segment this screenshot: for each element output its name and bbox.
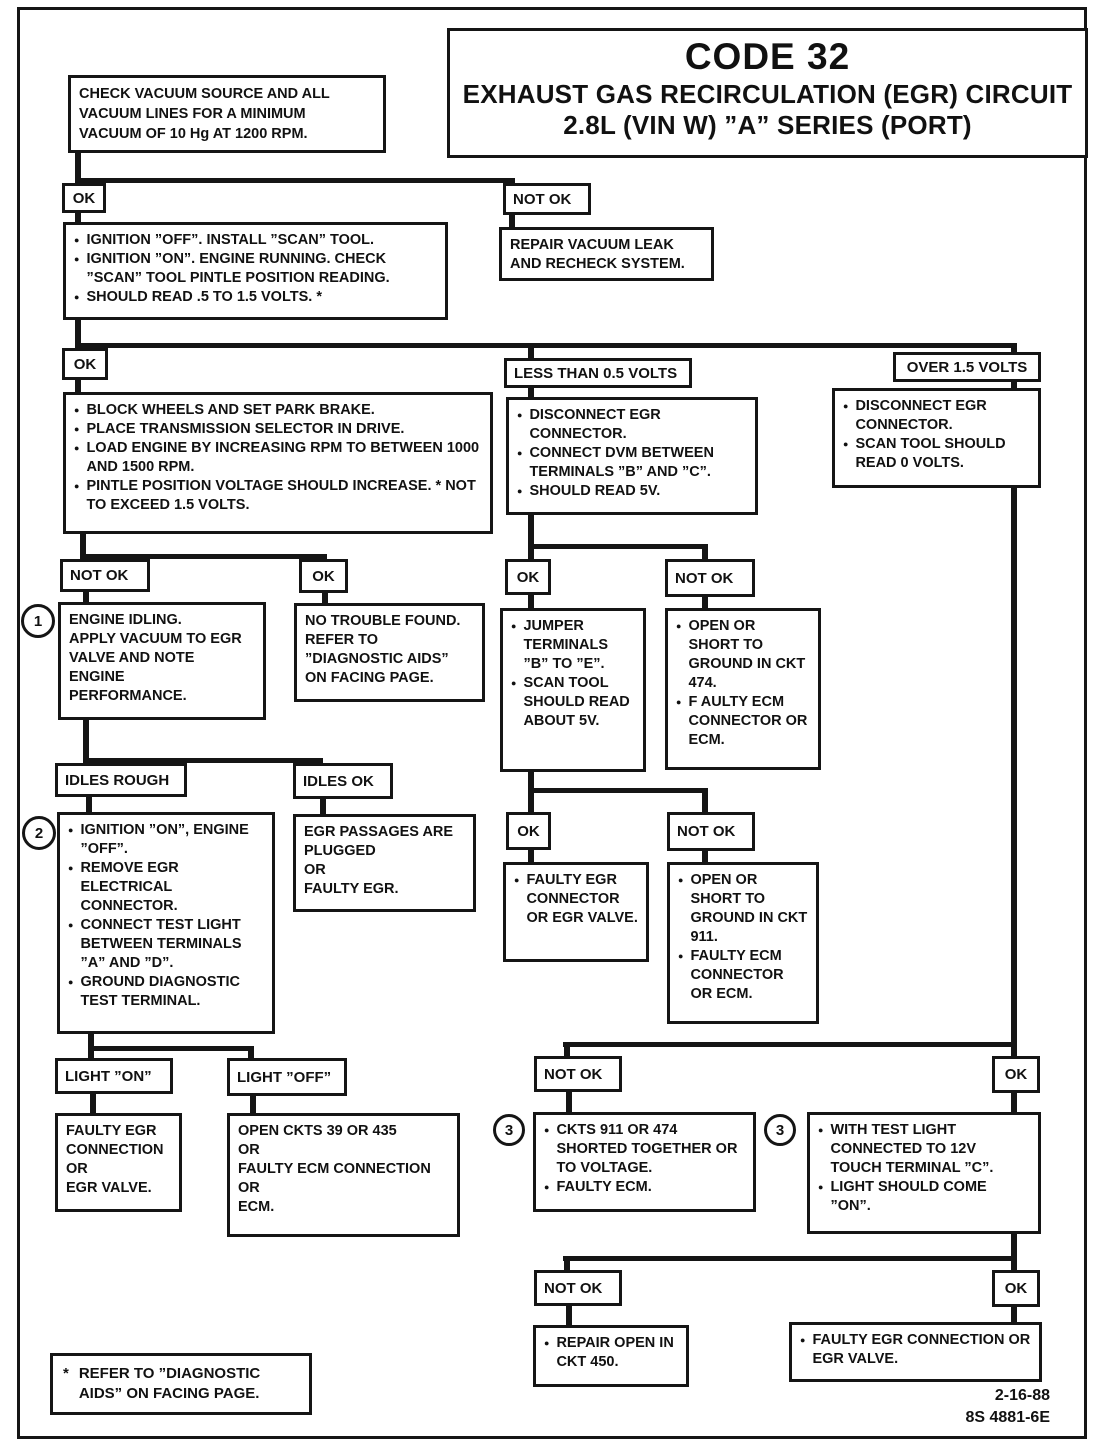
text-line: EGR PASSAGES ARE xyxy=(304,824,454,840)
connector-line xyxy=(320,799,326,814)
label-not-ok-3: NOT OK xyxy=(665,559,755,597)
bullet-text: FAULTY EGR CONNECTOR OR EGR VALVE. xyxy=(526,872,638,926)
connector-line xyxy=(75,343,1017,348)
text-line: VACUUM OF 10 Hg AT 1200 RPM. xyxy=(79,126,308,142)
connector-line xyxy=(528,788,708,793)
bullet-text: IGNITION ”ON”. ENGINE RUNNING. CHECK ”SCAN” TOOL PINTLE POSITION READING. xyxy=(86,251,390,286)
connector-line xyxy=(1011,1093,1017,1112)
text-line: ENGINE IDLING. xyxy=(69,612,182,628)
bullet-text: IGNITION ”ON”, ENGINE ”OFF”. xyxy=(80,822,249,857)
bullet-text: DISCONNECT EGR CONNECTOR. xyxy=(529,407,661,442)
bullet-icon: ● xyxy=(517,486,523,496)
node-scan-install xyxy=(63,222,448,320)
connector-line xyxy=(528,793,534,812)
connector-line xyxy=(90,1094,96,1113)
callout-3a: 3 xyxy=(493,1114,525,1146)
connector-line xyxy=(528,348,534,358)
label-light-off: LIGHT ”OFF” xyxy=(227,1058,347,1096)
bullet-text: PLACE TRANSMISSION SELECTOR IN DRIVE. xyxy=(86,421,405,437)
connector-line xyxy=(702,793,708,812)
bullet-text: SCAN TOOL SHOULD READ 0 VOLTS. xyxy=(855,436,1006,471)
connector-line xyxy=(702,851,708,862)
label-idles-ok: IDLES OK xyxy=(293,763,393,799)
label-ok-7: OK xyxy=(992,1270,1040,1307)
connector-line xyxy=(88,1046,254,1051)
bullet-icon: ● xyxy=(514,875,520,885)
bullet-text: FAULTY EGR CONNECTION OR EGR VALVE. xyxy=(812,1332,1031,1367)
connector-line xyxy=(528,388,534,397)
bullet-text: GROUND DIAGNOSTIC TEST TERMINAL. xyxy=(80,974,240,1009)
text-line: NO TROUBLE FOUND. xyxy=(305,613,461,629)
text-line: PERFORMANCE. xyxy=(69,688,187,704)
page-title: CODE 32 xyxy=(684,36,851,77)
label-not-ok-1: NOT OK xyxy=(503,183,591,215)
text-line: ECM. xyxy=(238,1199,275,1215)
bullet-icon: ● xyxy=(818,1182,824,1192)
node-jumper-terminals xyxy=(500,608,646,772)
connector-line xyxy=(566,1306,572,1325)
label-not-ok-2: NOT OK xyxy=(60,559,150,592)
bullet-text: PINTLE POSITION VOLTAGE SHOULD INCREASE. * NOT TO EXCEED 1.5 VOLTS. xyxy=(86,478,476,513)
connector-line xyxy=(248,1051,254,1058)
bullet-icon: ● xyxy=(843,401,849,411)
connector-line xyxy=(75,152,81,178)
connector-line xyxy=(75,178,515,183)
bullet-icon: ● xyxy=(74,405,80,415)
bullet-icon: ● xyxy=(74,292,80,302)
label-not-ok-6: NOT OK xyxy=(534,1270,622,1306)
text-line: VACUUM LINES FOR A MINIMUM xyxy=(79,106,306,122)
bullet-text: SHOULD READ .5 TO 1.5 VOLTS. * xyxy=(86,289,322,305)
text-line: FAULTY EGR. xyxy=(304,881,399,897)
connector-line xyxy=(702,549,708,559)
node-ckts-shorted xyxy=(533,1112,756,1212)
node-egr-passages xyxy=(293,814,476,912)
bullet-icon: ● xyxy=(678,951,684,961)
bullet-text: FAULTY ECM. xyxy=(556,1179,652,1195)
bullet-icon: ● xyxy=(68,920,74,930)
label-ok-3: OK xyxy=(299,559,348,593)
node-light-off-result xyxy=(227,1113,460,1237)
bullet-icon: ● xyxy=(544,1125,550,1135)
bullet-icon: ● xyxy=(678,875,684,885)
connector-line xyxy=(1011,1261,1017,1270)
text-line: OR xyxy=(238,1180,260,1196)
bullet-text: CKTS 911 OR 474 SHORTED TOGETHER OR TO VOLTAGE. xyxy=(556,1122,738,1176)
bullet-text: F AULTY ECM CONNECTOR OR ECM. xyxy=(688,694,808,748)
bullet-text: SHOULD READ 5V. xyxy=(529,483,661,499)
connector-line xyxy=(322,593,328,603)
bullet-icon: ● xyxy=(74,254,80,264)
bullet-text: REPAIR OPEN IN CKT 450. xyxy=(556,1335,674,1370)
connector-line xyxy=(1011,1047,1017,1056)
bullet-text: IGNITION ”OFF”. INSTALL ”SCAN” TOOL. xyxy=(86,232,375,248)
bullet-text: SCAN TOOL SHOULD READ ABOUT 5V. xyxy=(523,675,630,729)
text-line: CONNECTION xyxy=(66,1142,164,1158)
bullet-text: LIGHT SHOULD COME ”ON”. xyxy=(830,1179,987,1214)
label-ok-5: OK xyxy=(506,812,551,850)
label-ok-6: OK xyxy=(992,1056,1040,1093)
node-load-engine xyxy=(63,392,493,534)
bullet-text: CONNECT TEST LIGHT BETWEEN TERMINALS ”A” AND ”D”. xyxy=(80,917,242,971)
callout-2: 2 xyxy=(22,816,56,850)
connector-line xyxy=(83,592,89,602)
bullet-icon: ● xyxy=(676,621,682,631)
bullet-icon: ● xyxy=(544,1182,550,1192)
node-check-vacuum xyxy=(68,75,386,153)
text-line: APPLY VACUUM TO EGR xyxy=(69,631,242,647)
node-dvm-check xyxy=(506,397,758,515)
connector-line xyxy=(528,595,534,608)
node-over-disconnect xyxy=(832,388,1041,488)
connector-line xyxy=(528,515,534,544)
bullet-icon: ● xyxy=(517,448,523,458)
bullet-icon: ● xyxy=(511,621,517,631)
connector-line xyxy=(250,1096,256,1113)
node-ckt911-fault xyxy=(667,862,819,1024)
text-line: AND RECHECK SYSTEM. xyxy=(510,256,685,272)
label-ok-1: OK xyxy=(62,183,106,213)
connector-line xyxy=(528,772,534,788)
label-ok-4: OK xyxy=(505,559,551,595)
text-line: PLUGGED xyxy=(304,843,376,859)
title-line1: EXHAUST GAS RECIRCULATION (EGR) CIRCUIT xyxy=(462,79,1073,109)
bullet-text: WITH TEST LIGHT CONNECTED TO 12V TOUCH TERMINAL ”C”. xyxy=(830,1122,994,1176)
bullet-text: OPEN OR SHORT TO GROUND IN CKT 911. xyxy=(690,872,808,945)
node-engine-idling xyxy=(58,602,266,720)
label-light-on: LIGHT ”ON” xyxy=(55,1058,173,1094)
bullet-text: LOAD ENGINE BY INCREASING RPM TO BETWEEN 1000 AND 1500 RPM. xyxy=(86,440,480,475)
text-line: ON FACING PAGE. xyxy=(305,670,434,686)
node-light-on-result xyxy=(55,1113,182,1212)
text-line: ”DIAGNOSTIC AIDS” xyxy=(305,651,449,667)
bullet-icon: ● xyxy=(74,424,80,434)
node-ckt474-fault xyxy=(665,608,821,770)
bullet-text: REMOVE EGR ELECTRICAL CONNECTOR. xyxy=(80,860,179,914)
footnote-marker: * xyxy=(63,1365,69,1382)
bullet-icon: ● xyxy=(676,697,682,707)
connector-line xyxy=(1011,1234,1017,1256)
connector-line xyxy=(563,1042,1017,1047)
connector-line xyxy=(80,534,86,554)
label-less-than: LESS THAN 0.5 VOLTS xyxy=(504,358,692,388)
connector-line xyxy=(83,720,89,758)
bullet-icon: ● xyxy=(68,863,74,873)
connector-line xyxy=(75,213,81,222)
callout-3b: 3 xyxy=(764,1114,796,1146)
bullet-text: CONNECT DVM BETWEEN TERMINALS ”B” AND ”C”. xyxy=(529,445,714,480)
label-not-ok-5: NOT OK xyxy=(534,1056,622,1092)
connector-line xyxy=(88,1034,94,1046)
bullet-icon: ● xyxy=(800,1335,806,1345)
bullet-icon: ● xyxy=(544,1338,550,1348)
connector-line xyxy=(563,1256,1017,1261)
text-line: REFER TO ”DIAGNOSTIC xyxy=(78,1365,261,1382)
connector-line xyxy=(75,320,81,343)
bullet-text: OPEN OR SHORT TO GROUND IN CKT 474. xyxy=(688,618,806,691)
bullet-icon: ● xyxy=(74,235,80,245)
text-line: OPEN CKTS 39 OR 435 xyxy=(238,1123,397,1139)
node-ignition-on-test xyxy=(57,812,275,1034)
connector-line xyxy=(528,549,534,559)
title-box xyxy=(447,28,1088,158)
label-not-ok-4: NOT OK xyxy=(667,812,755,851)
connector-line xyxy=(86,797,92,812)
text-line: FAULTY EGR xyxy=(66,1123,157,1139)
node-repair-vacuum xyxy=(499,227,714,281)
callout-1: 1 xyxy=(21,604,55,638)
bullet-icon: ● xyxy=(74,443,80,453)
text-line: OR xyxy=(66,1161,88,1177)
connector-line xyxy=(1011,1307,1017,1322)
bullet-text: DISCONNECT EGR CONNECTOR. xyxy=(855,398,987,433)
bullet-icon: ● xyxy=(818,1125,824,1135)
bullet-text: FAULTY ECM CONNECTOR OR ECM. xyxy=(690,948,784,1002)
node-faulty-egr-connector xyxy=(503,862,649,962)
label-ok-2: OK xyxy=(62,348,108,380)
text-line: OR xyxy=(238,1142,260,1158)
footnote-text xyxy=(79,1364,260,1404)
text-line: OR xyxy=(304,862,326,878)
connector-line xyxy=(509,215,515,227)
bullet-icon: ● xyxy=(68,825,74,835)
text-line: REPAIR VACUUM LEAK xyxy=(510,237,674,253)
node-faulty-egr-final xyxy=(789,1322,1042,1382)
connector-line xyxy=(564,1261,570,1270)
bullet-icon: ● xyxy=(517,410,523,420)
bullet-icon: ● xyxy=(74,481,80,491)
text-line: CHECK VACUUM SOURCE AND ALL xyxy=(79,86,330,102)
connector-line xyxy=(566,1092,572,1112)
title-line2: 2.8L (VIN W) ”A” SERIES (PORT) xyxy=(563,110,972,140)
connector-line xyxy=(528,544,708,549)
connector-line xyxy=(75,380,81,392)
connector-line xyxy=(564,1047,570,1056)
footnote-box xyxy=(50,1353,312,1415)
text-line: REFER TO xyxy=(305,632,379,648)
text-line: EGR VALVE. xyxy=(66,1180,152,1196)
node-repair-ckt450 xyxy=(533,1325,689,1387)
connector-line xyxy=(702,597,708,608)
footer-date: 2-16-88 xyxy=(994,1387,1050,1404)
node-test-light-12v xyxy=(807,1112,1041,1234)
bullet-text: BLOCK WHEELS AND SET PARK BRAKE. xyxy=(86,402,375,418)
text-line: FAULTY ECM CONNECTION xyxy=(238,1161,431,1177)
text-line: ENGINE xyxy=(69,669,125,685)
text-line: VALVE AND NOTE xyxy=(69,650,195,666)
text-line: AIDS” ON FACING PAGE. xyxy=(78,1385,260,1402)
label-over: OVER 1.5 VOLTS xyxy=(893,352,1041,382)
connector-line xyxy=(88,1051,94,1058)
bullet-icon: ● xyxy=(843,439,849,449)
bullet-text: JUMPER TERMINALS ”B” TO ”E”. xyxy=(523,618,609,672)
bullet-icon: ● xyxy=(68,977,74,987)
label-idles-rough: IDLES ROUGH xyxy=(55,763,187,797)
connector-line xyxy=(528,850,534,862)
bullet-icon: ● xyxy=(511,678,517,688)
node-no-trouble xyxy=(294,603,485,702)
footer-doc-id: 8S 4881-6E xyxy=(965,1409,1050,1426)
connector-line xyxy=(1011,488,1017,1042)
